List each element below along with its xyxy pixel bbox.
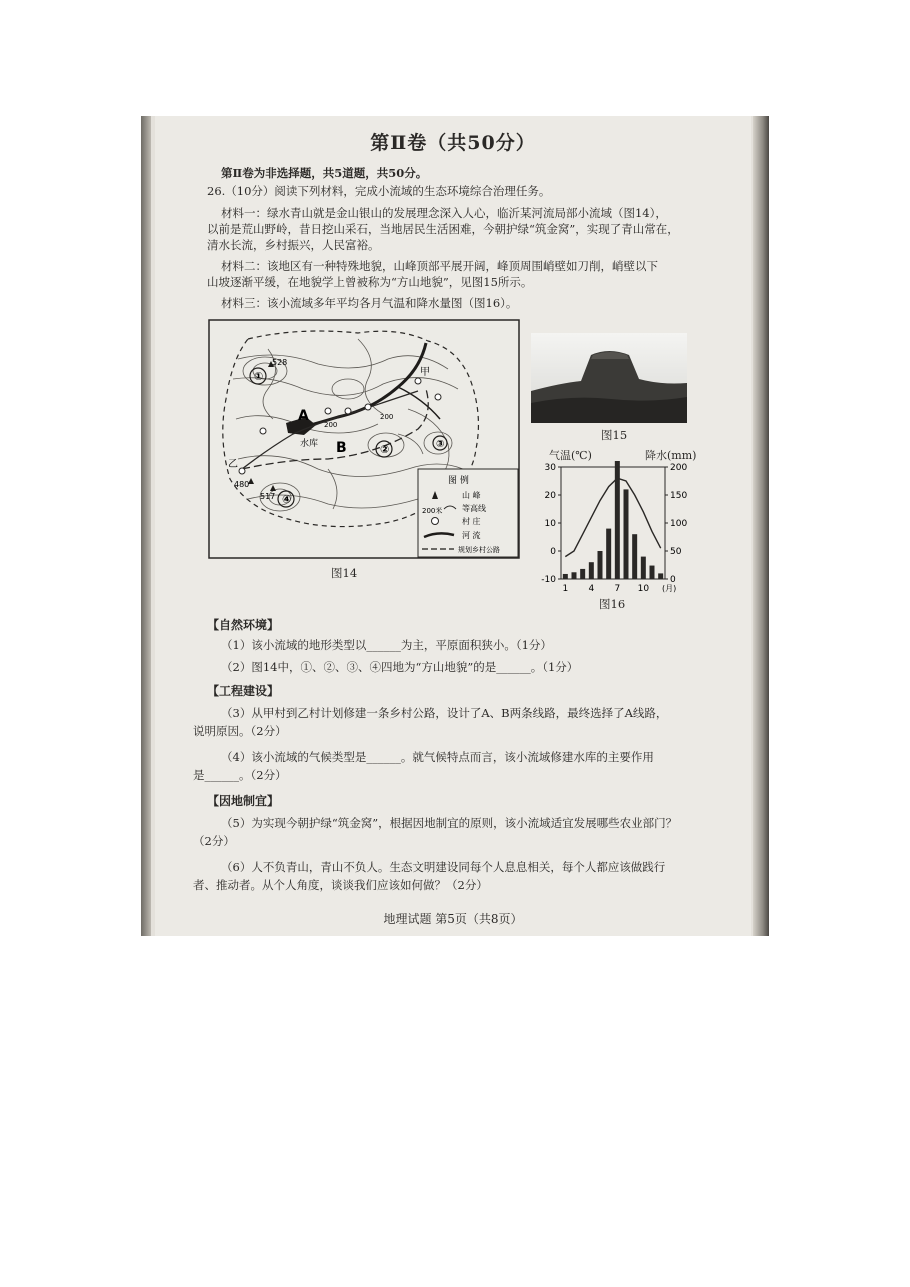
material2-line2: 山坡逐渐平缓，在地貌学上曾被称为“方山地貌”，见图15所示。 bbox=[207, 275, 533, 289]
figure-15-caption: 图15 bbox=[601, 428, 628, 442]
x-axis-tick-label: 1 bbox=[562, 584, 569, 594]
right-axis-tick-label: 100 bbox=[670, 519, 688, 529]
temperature-line bbox=[565, 478, 660, 556]
precipitation-bar bbox=[580, 569, 585, 579]
question-4-line1: （4）该小流域的气候类型是______。就气候特点而言，该小流域修建水库的主要作用 bbox=[221, 750, 654, 764]
precipitation-bar bbox=[624, 489, 629, 579]
legend-item-road: 规划乡村公路 bbox=[458, 546, 500, 554]
right-axis-tick-label: 150 bbox=[670, 491, 688, 501]
precipitation-bar bbox=[589, 562, 594, 579]
question-6-line1: （6）人不负青山，青山不负人。生态文明建设同每个人息息相关，每个人都应该做践行 bbox=[221, 860, 666, 874]
legend-title: 图 例 bbox=[448, 476, 469, 486]
legend-item-river: 河 流 bbox=[462, 531, 481, 540]
village-marker bbox=[365, 404, 371, 410]
figure-15-photo bbox=[531, 333, 687, 423]
scanned-exam-photo bbox=[141, 116, 769, 936]
question-5-line1: （5）为实现今朝护绿“筑金窝”，根据因地制宜的原则，该小流域适宜发展哪些农业部门？ bbox=[221, 816, 678, 830]
village-marker bbox=[260, 428, 266, 434]
elevation-528: 528 bbox=[272, 358, 288, 367]
legend-item-village: 村 庄 bbox=[462, 517, 481, 526]
left-axis-tick-label: 0 bbox=[550, 547, 556, 557]
figure-16-climate-chart bbox=[531, 461, 701, 601]
elevation-517: 517 bbox=[260, 492, 276, 501]
spot2-label: ② bbox=[380, 443, 390, 456]
precipitation-axis-label: 降水(mm) bbox=[645, 449, 697, 462]
village-marker bbox=[325, 408, 331, 414]
right-axis-tick-label: 200 bbox=[670, 463, 688, 473]
legend-village-icon bbox=[432, 518, 439, 525]
question-1: （1）该小流域的地形类型以______为主，平原面积狭小。（1分） bbox=[221, 638, 552, 652]
figure-14-map bbox=[208, 319, 520, 559]
route-a-label: A bbox=[298, 408, 309, 424]
x-axis-tick-label: 10 bbox=[637, 584, 650, 594]
section-engineering-heading: 【工程建设】 bbox=[207, 684, 280, 698]
village-yi-label: 乙 bbox=[228, 459, 238, 470]
village-jia-marker bbox=[415, 378, 421, 384]
left-axis-tick-label: 20 bbox=[544, 491, 556, 501]
contour-label-200b: 200 bbox=[380, 413, 394, 421]
x-axis-unit: (月) bbox=[662, 584, 677, 593]
elevation-480: 480 bbox=[234, 480, 250, 489]
photo-right-edge bbox=[753, 116, 769, 936]
question-4-line2: 是______。（2分） bbox=[193, 768, 287, 782]
right-axis-tick-label: 50 bbox=[670, 547, 682, 557]
legend-item-peak: 山 峰 bbox=[462, 491, 481, 500]
village-yi-marker bbox=[239, 468, 245, 474]
legend-item-contour: 等高线 bbox=[462, 504, 486, 513]
left-axis-tick-label: 10 bbox=[544, 519, 556, 529]
precipitation-bar bbox=[606, 529, 611, 579]
spot1-label: ① bbox=[254, 370, 264, 383]
question-6-line2: 者、推动者。从个人角度，谈谈我们应该如何做？（2分） bbox=[193, 878, 488, 892]
instructions: 第Ⅱ卷为非选择题，共5道题，共50分。 bbox=[221, 166, 428, 180]
left-axis-tick-label: 30 bbox=[544, 463, 556, 473]
material3: 材料三：该小流域多年平均各月气温和降水量图（图16）。 bbox=[221, 296, 518, 310]
question-5-line2: （2分） bbox=[193, 834, 235, 848]
x-axis-tick-label: 4 bbox=[588, 584, 595, 594]
photo-left-edge bbox=[141, 116, 151, 936]
precipitation-bar bbox=[658, 573, 663, 579]
left-axis-tick-label: -10 bbox=[541, 575, 556, 585]
reservoir-label: 水库 bbox=[300, 439, 319, 449]
precipitation-bar bbox=[650, 566, 655, 579]
temperature-axis-label: 气温(℃) bbox=[549, 449, 592, 462]
question-26-intro: 26.（10分）阅读下列材料，完成小流域的生态环境综合治理任务。 bbox=[207, 184, 551, 198]
right-axis-tick-label: 0 bbox=[670, 575, 676, 585]
material1-line1: 材料一：绿水青山就是金山银山的发展理念深入人心，临沂某河流局部小流域（图14）， bbox=[221, 206, 667, 220]
legend-contour-sample: 200米 bbox=[422, 507, 443, 515]
spot4-label: ④ bbox=[282, 493, 292, 506]
precipitation-bar bbox=[598, 551, 603, 579]
question-3-line2: 说明原因。（2分） bbox=[193, 724, 287, 738]
question-3-line1: （3）从甲村到乙村计划修建一条乡村公路，设计了A、B两条线路，最终选择了A线路， bbox=[221, 706, 668, 720]
village-marker bbox=[435, 394, 441, 400]
chart-frame bbox=[561, 467, 665, 579]
precipitation-bar bbox=[563, 574, 568, 579]
route-b-label: B bbox=[336, 440, 347, 456]
village-jia-label: 甲 bbox=[420, 367, 430, 378]
village-marker bbox=[345, 408, 351, 414]
figure-14-caption: 图14 bbox=[331, 566, 358, 580]
material1-line3: 清水长流，乡村振兴，人民富裕。 bbox=[207, 238, 380, 252]
x-axis-tick-label: 7 bbox=[614, 584, 621, 594]
contour-label-200a: 200 bbox=[324, 421, 338, 429]
exam-page bbox=[155, 116, 751, 936]
material2-line1: 材料二：该地区有一种特殊地貌，山峰顶部平展开阔，峰顶周围峭壁如刀削，峭壁以下 bbox=[221, 259, 658, 273]
material1-line2: 以前是荒山野岭，昔日挖山采石，当地居民生活困难，今朝护绿“筑金窝”，实现了青山常在， bbox=[207, 222, 679, 236]
figure-16-caption: 图16 bbox=[599, 597, 626, 611]
page-footer: 地理试题 第5页（共8页） bbox=[383, 912, 523, 926]
section-title: 第Ⅱ卷（共50分） bbox=[370, 132, 536, 154]
section-local-heading: 【因地制宜】 bbox=[207, 794, 280, 808]
section-natural-heading: 【自然环境】 bbox=[207, 618, 280, 632]
precipitation-bar bbox=[641, 557, 646, 579]
spot3-label: ③ bbox=[436, 439, 445, 450]
photo-foreground bbox=[531, 397, 687, 423]
question-2: （2）图14中，①、②、③、④四地为“方山地貌”的是______。（1分） bbox=[221, 660, 579, 674]
precipitation-bar bbox=[632, 534, 637, 579]
precipitation-bar bbox=[572, 572, 577, 579]
